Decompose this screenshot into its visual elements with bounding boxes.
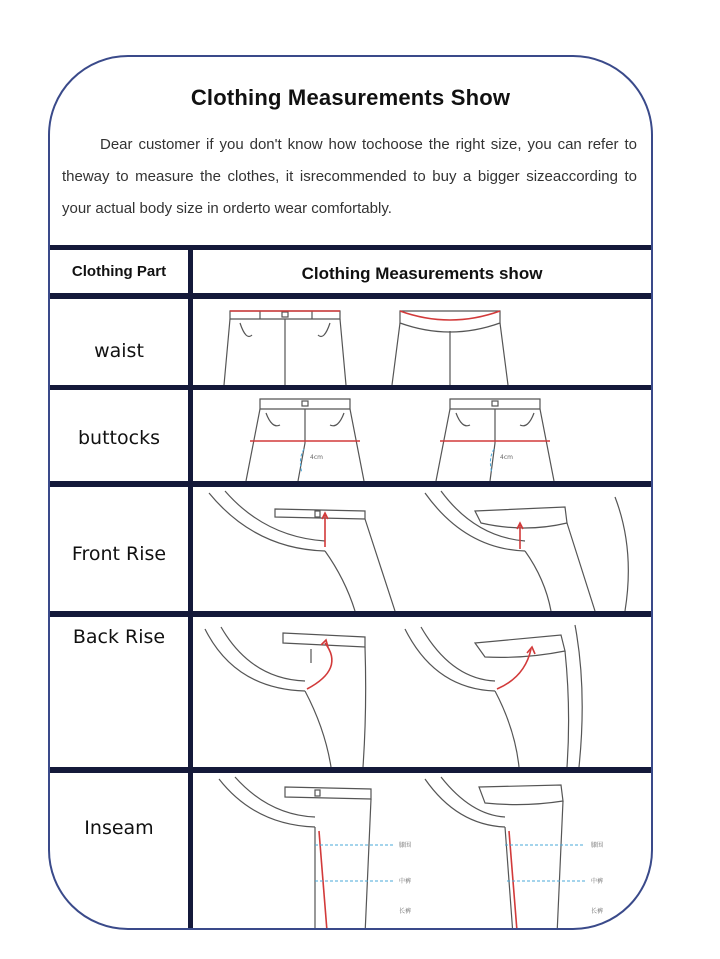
back-rise-right-pants [405, 625, 582, 767]
buttocks-illustration [200, 393, 640, 481]
waist-back-pants [392, 311, 508, 385]
back-rise-illustration [195, 619, 645, 767]
inseam-mark-knee: 膝围 [399, 842, 412, 849]
inseam-mark-mid-right: 中裤 [591, 878, 604, 885]
row-label-back-rise: Back Rise [72, 626, 166, 648]
svg-text:4cm: 4cm [310, 454, 323, 461]
grid-line-header [50, 293, 651, 299]
grid-line-back-rise [50, 767, 651, 773]
buttocks-back-pants [436, 399, 554, 481]
inseam-left-pants [219, 777, 411, 930]
intro-paragraph: Dear customer if you don't know how tochoose the right size, you can refer to theway to measure the clothes, it isrecommended to buy a bigger sizeaccording to your actual body size in orderto wear comfortably. [62, 136, 637, 217]
grid-line-top [50, 245, 651, 250]
column-divider [188, 250, 193, 930]
svg-text:4cm: 4cm [500, 454, 513, 461]
measurement-card [48, 55, 653, 930]
row-label-waist: waist [94, 340, 144, 362]
inseam-right-pants [425, 777, 603, 930]
inseam-mark-knee-right: 膝围 [591, 842, 604, 849]
grid-line-front-rise [50, 611, 651, 617]
grid-line-buttocks [50, 481, 651, 487]
front-rise-left-pants [209, 491, 395, 611]
waist-illustration [200, 301, 640, 385]
front-rise-illustration [195, 489, 645, 611]
inseam-mark-long: 长裤 [399, 908, 412, 915]
back-rise-left-pants [205, 627, 366, 767]
grid-line-waist [50, 385, 651, 390]
row-label-front-rise: Front Rise [71, 543, 167, 565]
header-clothing-part: Clothing Part [71, 263, 167, 280]
page-title: Clothing Measurements Show [190, 85, 511, 110]
buttocks-front-pants [246, 399, 364, 481]
inseam-mark-mid: 中裤 [399, 878, 412, 885]
row-label-buttocks: buttocks [78, 427, 160, 449]
front-rise-right-pants [425, 491, 628, 611]
inseam-mark-long-right: 长裤 [591, 908, 604, 915]
header-measurements-show: Clothing Measurements show [301, 264, 543, 283]
waist-front-pants [224, 311, 346, 385]
row-label-inseam: Inseam [84, 817, 154, 839]
inseam-illustration [195, 775, 645, 930]
